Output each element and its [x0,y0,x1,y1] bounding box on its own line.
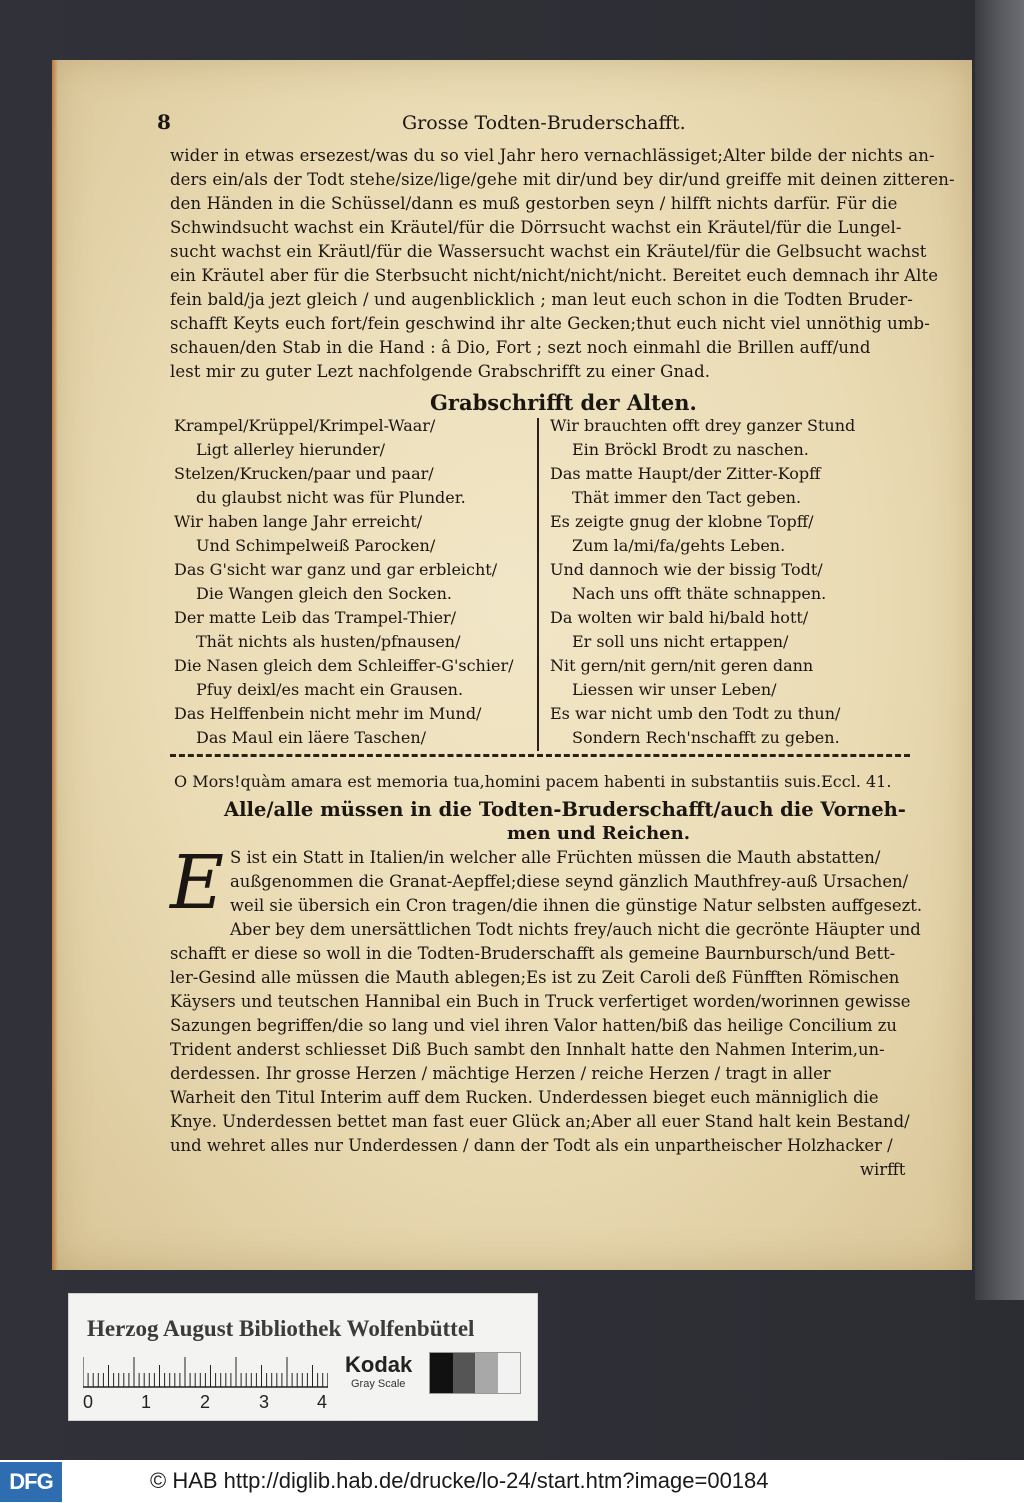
poem-line: Krampel/Krüppel/Krimpel-Waar/ [174,416,436,435]
text-line: und wehret alles nur Underdessen / dann der Todt als ein unpartheischer Holzhacker / [170,1136,893,1155]
poem-line: Das matte Haupt/der Zitter-Kopff [550,464,821,483]
measurement-ruler [83,1354,328,1388]
page-number: 8 [157,110,171,134]
text-line: den Händen in die Schüssel/dann es muß gestorben seyn / hilfft nichts darfür. Für die [170,194,898,213]
poem-line: Wir brauchten offt drey ganzer Stund [550,416,856,435]
section-title: Alle/alle müssen in die Todten-Bruderschafft/auch die Vorneh- [224,798,906,821]
text-line: ders ein/als der Todt stehe/size/lige/gehe mit dir/und bey dir/und greiffe mit deinen zitteren- [170,170,955,189]
poem-line: Das Helffenbein nicht mehr im Mund/ [174,704,482,723]
text-line: Käysers und teutschen Hannibal ein Buch in Truck verfertiget worden/worinnen gewisse [170,992,911,1011]
running-title: Grosse Todten-Bruderschafft. [402,112,686,134]
poem-line: Die Wangen gleich den Socken. [196,584,453,603]
poem-line: Er soll uns nicht ertappen/ [572,632,789,651]
poem-line: Nit gern/nit gern/nit geren dann [550,656,814,675]
poem-line: Die Nasen gleich dem Schleiffer-G'schier/ [174,656,514,675]
gray-swatch [453,1353,476,1393]
text-line: fein bald/ja jezt gleich / und augenblicklich ; man leut euch schon in die Todten Bruder- [170,290,913,309]
gray-swatch [498,1353,521,1393]
dfg-logo: DFG [0,1462,62,1502]
section-divider [170,754,910,757]
library-name: Herzog August Bibliothek Wolfenbüttel [87,1316,475,1341]
ruler-label: 2 [200,1392,211,1412]
adjacent-page-edge [975,0,1024,1300]
text-line: Warheit den Titul Interim auff dem Rucken. Underdessen bieget euch männiglich die [170,1088,879,1107]
poem-line: Ein Bröckl Brodt zu naschen. [572,440,809,459]
latin-quote: O Mors!quàm amara est memoria tua,homini pacem habenti in substantiis suis.Eccl. 41. [174,772,892,791]
gray-swatch [475,1353,498,1393]
gray-swatch [430,1353,453,1393]
ruler-label: 3 [259,1392,270,1412]
poem-line: Und dannoch wie der bissig Todt/ [550,560,823,579]
drop-cap-initial: E [170,840,225,926]
poem-line: Wir haben lange Jahr erreicht/ [174,512,423,531]
text-line: Schwindsucht wachst ein Kräutel/für die Dörrsucht wachst ein Kräutel/für die Lungel- [170,218,902,237]
text-line: wider in etwas ersezest/was du so viel Jahr hero vernachlässiget;Alter bilde der nichts an- [170,146,935,165]
text-line: schafft Keyts euch fort/fein geschwind ihr alte Gecken;thut euch nicht viel unnöthig umb- [170,314,930,333]
poem-line: Stelzen/Krucken/paar und paar/ [174,464,434,483]
poem-line: Das G'sicht war ganz und gar erbleicht/ [174,560,498,579]
poem-heading: Grabschrifft der Alten. [430,390,697,415]
poem-line: Liessen wir unser Leben/ [572,680,777,699]
poem-line: Es war nicht umb den Todt zu thun/ [550,704,841,723]
poem-line: Und Schimpelweiß Parocken/ [196,536,436,555]
kodak-logo: Kodak [345,1352,413,1377]
ruler-label: 0 [83,1392,94,1412]
text-line: ler-Gesind alle müssen die Mauth ablegen;Es ist zu Zeit Caroli deß Fünfften Römischen [170,968,900,987]
library-color-card [68,1293,538,1421]
poem-line: Der matte Leib das Trampel-Thier/ [174,608,457,627]
text-line: außgenommen die Granat-Aepffel;diese seynd gänzlich Mauthfrey-auß Ursachen/ [230,872,909,891]
text-line: schafft er diese so woll in die Todten-Bruderschafft als gemeine Baurnbursch/und Bett- [170,944,896,963]
grayscale-label: Gray Scale [351,1378,406,1390]
copyright-credit: © HAB http://diglib.hab.de/drucke/lo-24/start.htm?image=00184 [150,1468,769,1493]
ruler-label: 4 [317,1392,328,1412]
poem-line: Da wolten wir bald hi/bald hott/ [550,608,809,627]
ruler-label: 1 [141,1392,152,1412]
poem-line: Ligt allerley hierunder/ [196,440,385,459]
column-divider [537,418,539,751]
text-line: lest mir zu guter Lezt nachfolgende Grabschrifft zu einer Gnad. [170,362,711,381]
poem-line: du glaubst nicht was für Plunder. [196,488,466,507]
poem-line: Zum la/mi/fa/gehts Leben. [572,536,786,555]
poem-line: Das Maul ein läere Taschen/ [196,728,427,747]
poem-line: Thät immer den Tact geben. [572,488,802,507]
catchword: wirfft [860,1160,906,1179]
book-page [52,60,972,1270]
grayscale-swatches [429,1352,521,1394]
text-line: Sazungen begriffen/die so lang und viel ihren Valor hatten/biß das heilige Concilium zu [170,1016,897,1035]
text-line: S ist ein Statt in Italien/in welcher alle Früchten müssen die Mauth abstatten/ [230,848,881,867]
text-line: sucht wachst ein Kräutl/für die Wassersucht wachst ein Kräutel/für die Gelbsucht wachst [170,242,927,261]
text-line: Trident anderst schliesset Diß Buch sambt den Innhalt hatte den Nahmen Interim,un- [170,1040,885,1059]
text-line: Aber bey dem unersättlichen Todt nichts frey/auch nicht die gecrönte Häupter und [230,920,921,939]
poem-line: Es zeigte gnug der klobne Topff/ [550,512,814,531]
poem-line: Pfuy deixl/es macht ein Grausen. [196,680,464,699]
poem-line: Thät nichts als husten/pfnausen/ [196,632,461,651]
text-line: ein Kräutel aber für die Sterbsucht nicht/nicht/nicht/nicht. Bereitet euch demnach ihr Alte [170,266,939,285]
text-line: schauen/den Stab in die Hand : â Dio, Fort ; sezt noch einmahl die Brillen auff/und [170,338,871,357]
text-line: derdessen. Ihr grosse Herzen / mächtige Herzen / reiche Herzen / tragt in aller [170,1064,831,1083]
poem-line: Nach uns offt thäte schnappen. [572,584,827,603]
text-line: Knye. Underdessen bettet man fast euer Glück an;Aber all euer Stand halt kein Bestand/ [170,1112,910,1131]
poem-line: Sondern Rech'nschafft zu geben. [572,728,840,747]
section-title-continued: men und Reichen. [507,823,690,844]
text-line: weil sie übersich ein Cron tragen/die ihnen die günstige Natur selbsten auffgesezt. [230,896,923,915]
